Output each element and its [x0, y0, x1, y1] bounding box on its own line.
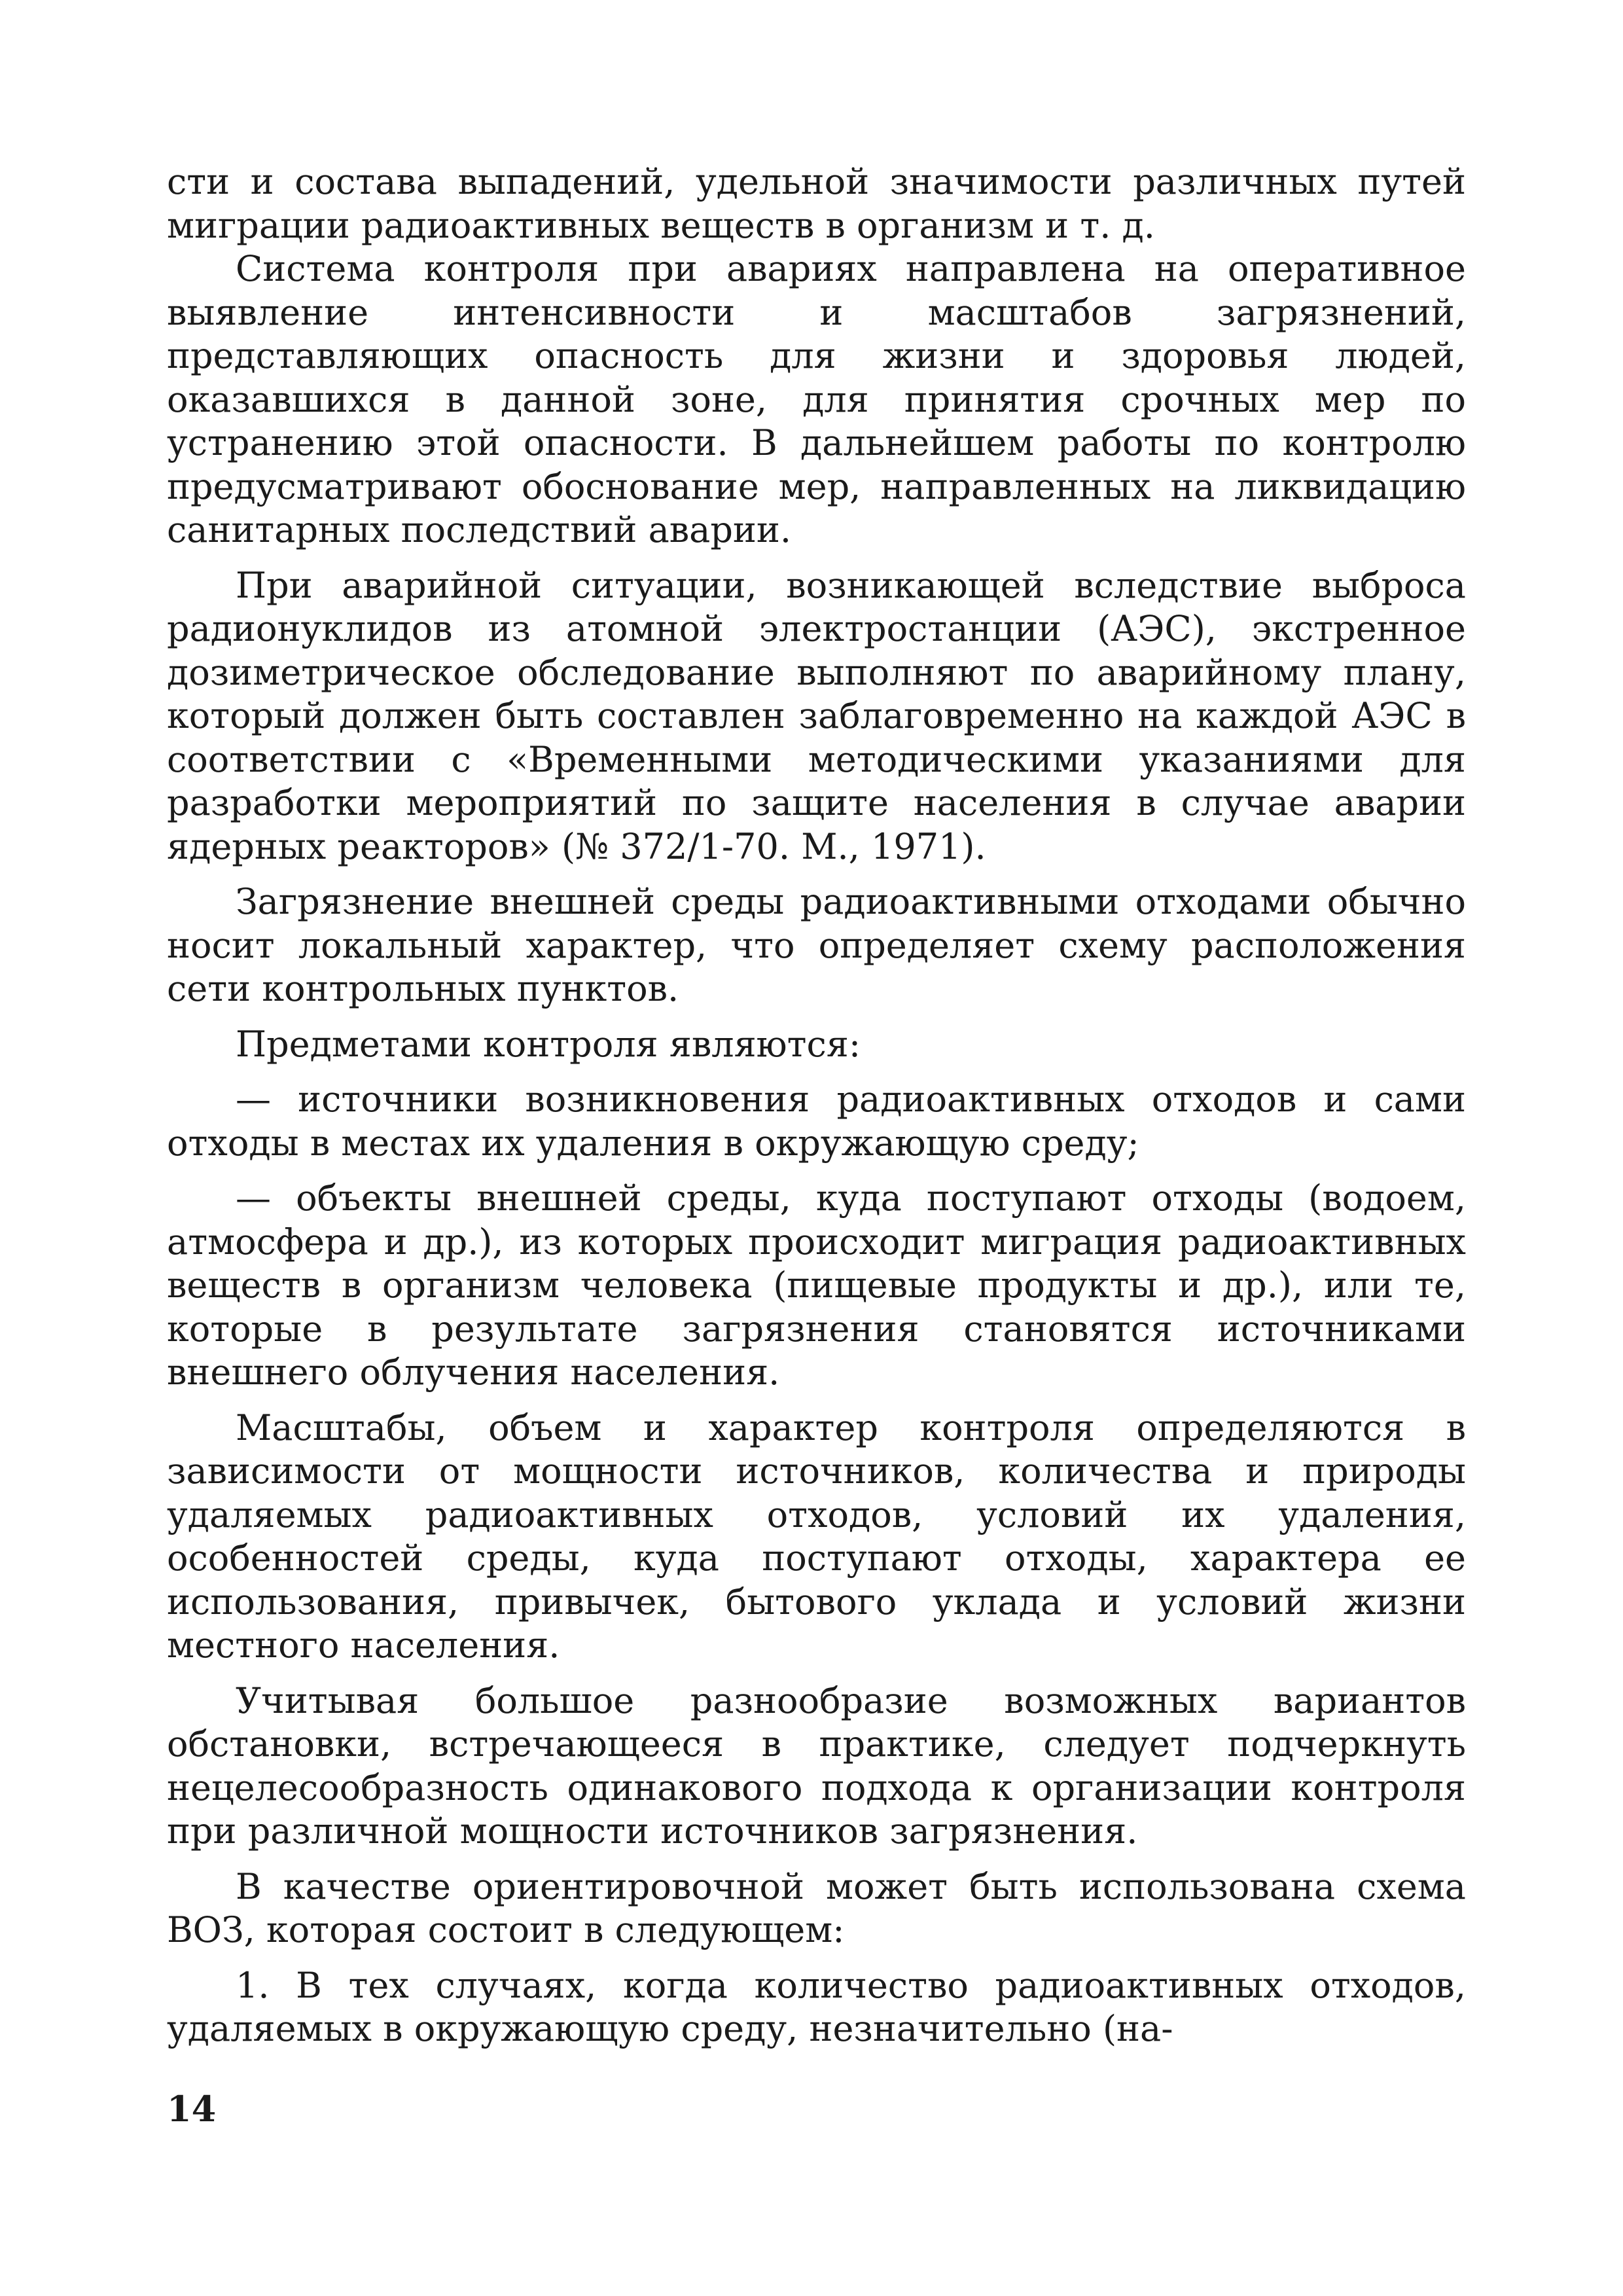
paragraph-accident-control: Система контроля при авариях направлена на оперативное выявление интенсивности и масштабов загрязнений, представляющих опасность для жизни и здоровья людей, оказавшихся в данной зоне, для принятия срочных мер по устранению этой опасности. В дальнейшем работы по контролю предусматривают обоснование мер, направленных на ликвидацию санитарных последствий аварии.	[167, 248, 1466, 550]
paragraph-continuation: сти и состава выпадений, удельной значимости различных путей миграции радиоактивных веществ в организм и т. д.	[167, 161, 1466, 246]
paragraph-who-scheme: В качестве ориентировочной может быть использована схема ВОЗ, которая состоит в следующем:	[167, 1865, 1466, 1950]
list-item-environment-objects: — объекты внешней среды, куда поступают отходы (водоем, атмосфера и др.), из которых происходит миграция радиоактивных веществ в организм человека (пищевые продукты и др.), или те, которые в результате загрязнения становятся источниками внешнего облучения населения.	[167, 1177, 1466, 1393]
paragraph-control-scale: Масштабы, объем и характер контроля определяются в зависимости от мощности источников, количества и природы удаляемых радиоактивных отходов, условий их удаления, особенностей среды, куда поступают отходы, характера ее использования, привычек, бытового уклада и условий жизни местного населения.	[167, 1407, 1466, 1666]
page-body	[167, 160, 1466, 2051]
list-item-1: 1. В тех случаях, когда количество радиоактивных отходов, удаляемых в окружающую среду, незначительно (на-	[167, 1964, 1466, 2049]
page-number: 14	[167, 2088, 217, 2130]
paragraph-diversity: Учитывая большое разнообразие возможных вариантов обстановки, встречающееся в практике, следует подчеркнуть нецелесообразность одинакового подхода к организации контроля при различной мощности источников загрязнения.	[167, 1679, 1466, 1852]
paragraph-npp-emergency: При аварийной ситуации, возникающей вследствие выброса радионуклидов из атомной электростанции (АЭС), экстренное дозиметрическое обследование выполняют по аварийному плану, который должен быть составлен заблаговременно на каждой АЭС в соответствии с «Временными методическими указаниями для разработки мероприятий по защите населения в случае аварии ядерных реакторов» (№ 372/1-70. М., 1971).	[167, 564, 1466, 867]
paragraph-local-contamination: Загрязнение внешней среды радиоактивными отходами обычно носит локальный характер, что определяет схему расположения сети контрольных пунктов.	[167, 881, 1466, 1009]
paragraph-control-subjects: Предметами контроля являются:	[236, 1023, 861, 1065]
list-item-sources: — источники возникновения радиоактивных отходов и сами отходы в местах их удаления в окружающую среду;	[167, 1079, 1466, 1164]
